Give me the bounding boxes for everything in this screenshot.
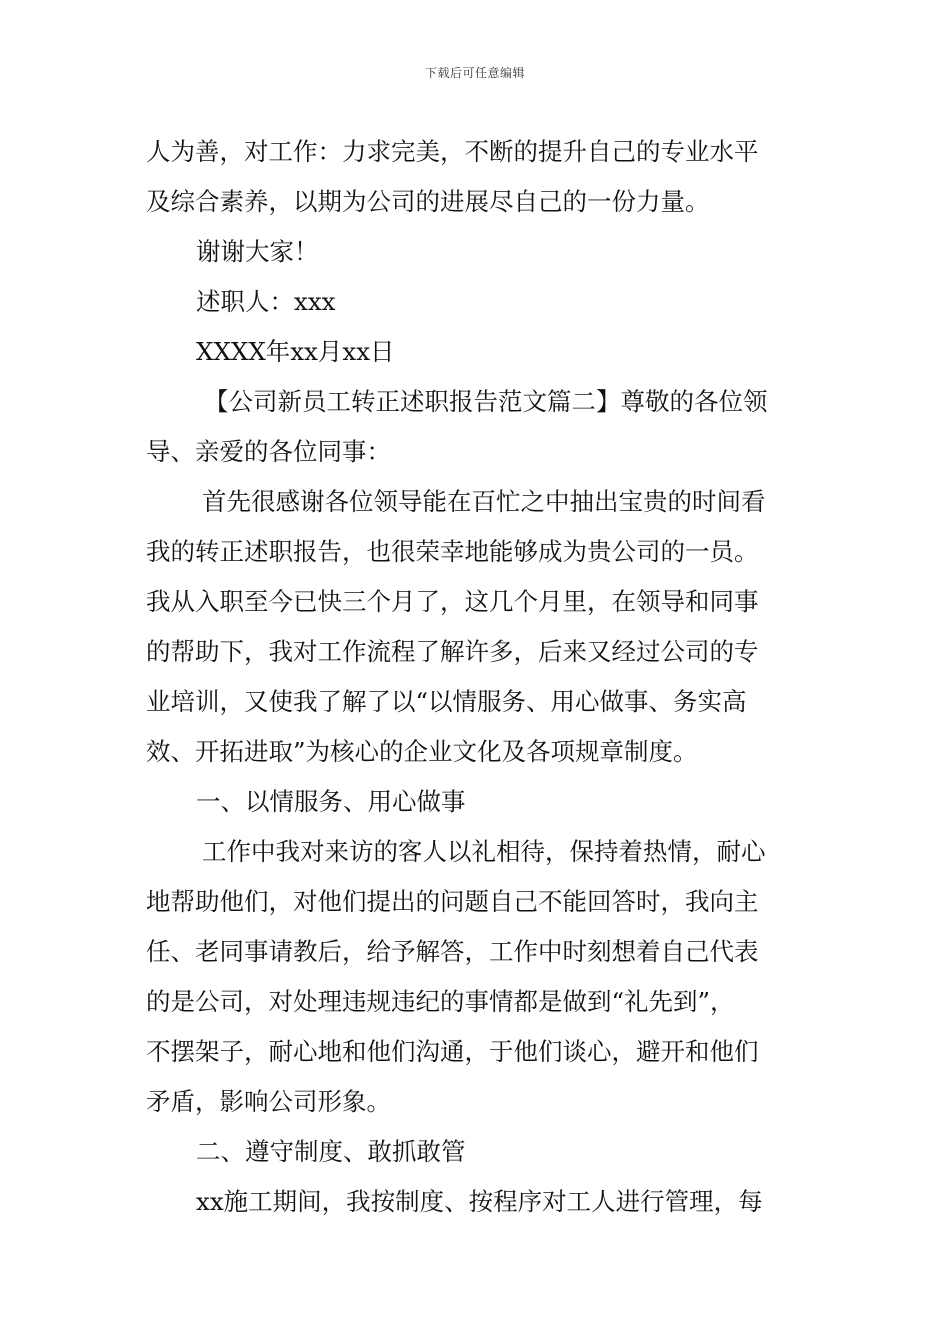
text-line: 我从入职至今已快三个月了，这几个月里，在领导和同事 <box>146 587 759 616</box>
text-line: XXXX年xx月xx日 <box>196 337 395 366</box>
text-line: 矛盾，影响公司形象。 <box>146 1087 391 1116</box>
subheading-line: 二、遵守制度、敢抓敢管 <box>196 1137 466 1166</box>
text-line: xx施工期间，我按制度、按程序对工人进行管理，每 <box>196 1187 763 1216</box>
text-line: 工作中我对来访的客人以礼相待，保持着热情，耐心 <box>202 837 766 866</box>
section-heading-line: 【公司新员工转正述职报告范文篇二】尊敬的各位领 <box>204 387 768 416</box>
text-line: 人为善，对工作：力求完美，不断的提升自己的专业水平 <box>146 137 759 166</box>
text-line: 效、开拓进取”为核心的企业文化及各项规章制度。 <box>146 737 698 766</box>
document-body <box>146 127 808 1227</box>
text-line: 的是公司，对处理违规违纪的事情都是做到“礼先到”， <box>146 987 735 1016</box>
text-line: 我的转正述职报告，也很荣幸地能够成为贵公司的一员。 <box>146 537 759 566</box>
text-line: 及综合素养，以期为公司的进展尽自己的一份力量。 <box>146 187 710 216</box>
text-line: 不摆架子，耐心地和他们沟通，于他们谈心，避开和他们 <box>146 1037 759 1066</box>
text-line: 述职人：xxx <box>196 287 336 316</box>
text-line: 导、亲爱的各位同事： <box>146 437 391 466</box>
text-line: 任、老同事请教后，给予解答，工作中时刻想着自己代表 <box>146 937 759 966</box>
text-line: 业培训，又使我了解了以“以情服务、用心做事、务实高 <box>146 687 747 716</box>
text-line: 谢谢大家！ <box>196 237 319 266</box>
page-header-note: 下载后可任意编辑 <box>424 66 525 80</box>
subheading-line: 一、以情服务、用心做事 <box>196 787 466 816</box>
text-line: 地帮助他们，对他们提出的问题自己不能回答时，我向主 <box>146 887 759 916</box>
text-line: 的帮助下，我对工作流程了解许多，后来又经过公司的专 <box>146 637 759 666</box>
text-line: 首先很感谢各位领导能在百忙之中抽出宝贵的时间看 <box>202 487 766 516</box>
